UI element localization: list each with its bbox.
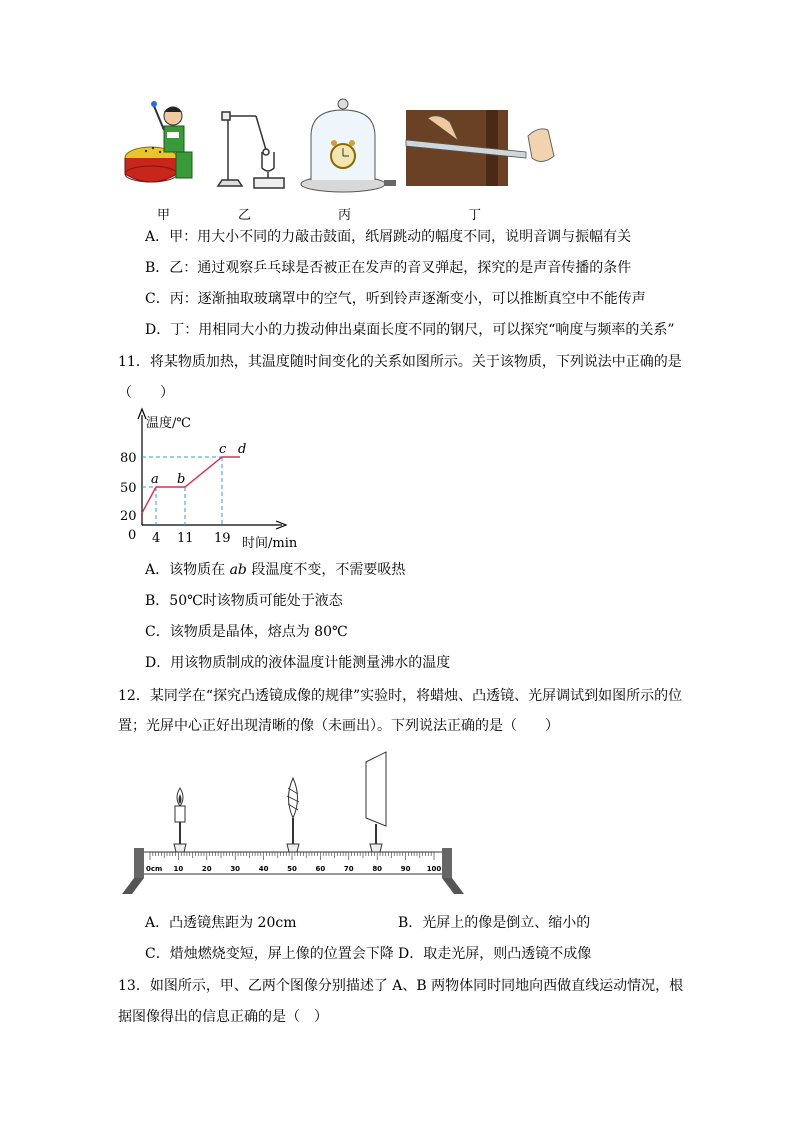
x-tick-19: 19 bbox=[214, 531, 231, 546]
candle-figure bbox=[174, 788, 186, 852]
q12-optical-bench bbox=[118, 748, 468, 896]
q11-option-a-ital: ab bbox=[229, 562, 247, 578]
x-tick-4: 4 bbox=[152, 531, 161, 546]
q12-stem-line1: 12．某同学在“探究凸透镜成像的规律”实验时，将蜡烛、凸透镜、光屏调试到如图所示的位 bbox=[118, 688, 683, 704]
x-axis-label: 时间/min bbox=[242, 536, 298, 550]
bench-tick-label: 50 bbox=[287, 865, 297, 873]
q11-option-a-pre: A．该物质在 bbox=[145, 562, 230, 578]
y-tick-80: 80 bbox=[120, 451, 137, 466]
q11-option-a-post: 段温度不变，不需要吸热 bbox=[246, 562, 406, 578]
fig-label-jia: 甲 bbox=[157, 208, 171, 223]
q13-stem-line1: 13．如图所示，甲、乙两个图像分别描述了 A、B 两物体同时同地向西做直线运动情况，根 bbox=[118, 978, 684, 994]
bench-tick-label: 100 bbox=[426, 865, 442, 873]
ruler-table-figure bbox=[406, 110, 554, 186]
fig-label-bing: 丙 bbox=[338, 208, 352, 223]
q13-stem-line2: 据图像得出的信息正确的是（ ） bbox=[118, 1009, 328, 1025]
x-tick-11: 11 bbox=[177, 531, 194, 546]
bench-tick-label: 40 bbox=[258, 865, 269, 873]
screen-figure bbox=[366, 752, 386, 852]
bench-tick-label: 20 bbox=[201, 865, 212, 873]
y-axis-label: 温度/℃ bbox=[146, 416, 191, 431]
bench-tick-label: 30 bbox=[230, 865, 241, 873]
bench-tick-label: 90 bbox=[400, 865, 411, 873]
point-label-c: c bbox=[219, 442, 227, 457]
q10-option-c: C．丙：逐渐抽取玻璃罩中的空气，听到铃声逐渐变小，可以推断真空中不能传声 bbox=[145, 291, 646, 307]
q12-option-a: A．凸透镜焦距为 20cm bbox=[145, 915, 297, 931]
lens-figure bbox=[287, 778, 299, 852]
bench-tick-label: 0cm bbox=[146, 865, 163, 873]
q11-option-d: D．用该物质制成的液体温度计能测量沸水的温度 bbox=[145, 655, 451, 671]
fig-label-ding: 丁 bbox=[468, 208, 482, 223]
bench-tick-label: 80 bbox=[372, 865, 383, 873]
point-label-b: b bbox=[177, 472, 186, 487]
y-tick-50: 50 bbox=[120, 481, 137, 496]
q12-stem-line2: 置；光屏中心正好出现清晰的像（未画出）。下列说法正确的是（ ） bbox=[118, 718, 559, 734]
origin-label: 0 bbox=[128, 528, 137, 543]
q12-option-b: B．光屏上的像是倒立、缩小的 bbox=[398, 915, 591, 931]
q11-option-c: C．该物质是晶体，熔点为 80℃ bbox=[145, 624, 348, 640]
y-tick-20: 20 bbox=[120, 509, 137, 524]
q12-option-c: C．焟烛燃烧变短，屏上像的位置会下降 bbox=[145, 946, 394, 962]
q12-option-d: D．取走光屏，则凸透镜不成像 bbox=[398, 946, 592, 962]
q10-option-d: D．丁：用相同大小的力拨动伸出桌面长度不同的钢尺，可以探究“响度与频率的关系” bbox=[145, 322, 675, 338]
fig-label-yi: 乙 bbox=[238, 208, 252, 223]
bench-tick-label: 70 bbox=[343, 865, 354, 873]
point-label-d: d bbox=[238, 442, 247, 457]
q11-stem-line2: （ ） bbox=[118, 385, 174, 401]
point-label-a: a bbox=[151, 472, 159, 487]
q10-option-a: A．甲：用大小不同的力敲击鼓面，纸屑跳动的幅度不同，说明音调与振幅有关 bbox=[145, 229, 632, 245]
bell-jar-figure bbox=[301, 99, 396, 192]
q11-option-b: B．50℃时该物质可能处于液态 bbox=[145, 593, 343, 609]
tuning-fork-figure bbox=[218, 112, 284, 188]
q11-temperature-chart bbox=[118, 405, 318, 550]
q11-stem-line1: 11．将某物质加热，其温度随时间变化的关系如图所示。关于该物质，下列说法中正确的是 bbox=[118, 354, 682, 370]
q10-option-b: B．乙：通过观察乒乓球是否被正在发声的音叉弹起，探究的是声音传播的条件 bbox=[145, 260, 632, 276]
drum-figure bbox=[125, 101, 192, 182]
q10-figures bbox=[118, 96, 568, 202]
bench-tick-label: 10 bbox=[173, 865, 184, 873]
bench-tick-label: 60 bbox=[315, 865, 326, 873]
q11-option-a bbox=[145, 560, 405, 580]
